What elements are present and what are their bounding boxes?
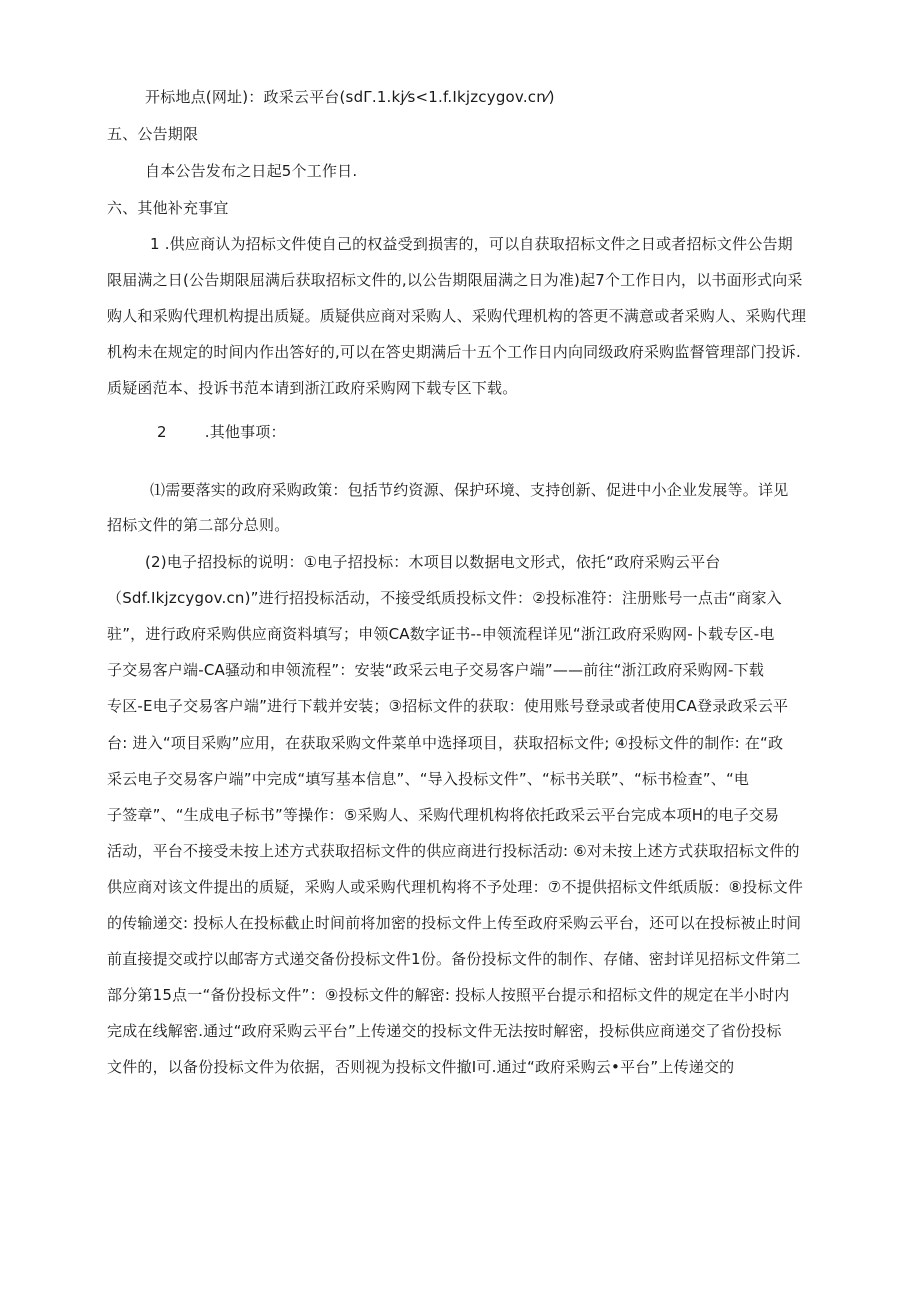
section5-heading: 五、公告期限 <box>107 125 199 143</box>
sub2-line: 完成在线解密.通过“政府采购云平台”上传递交的投标文件无法按时解密，投标供应商递交了省份投标 <box>107 1022 782 1040</box>
item1-line: 1 .供应商认为招标文件使自己的权益受到损害的，可以自获取招标文件之日或者招标文件公告期 <box>150 235 793 253</box>
sub2-line: 部分第15点一“备份投标文件”：⑨投标文件的解密: 投标人按照平台提示和招标文件的规定在半小时内 <box>107 986 790 1004</box>
section5-body: 自本公告发布之日起5个工作日. <box>145 162 358 180</box>
item1-line: 限届满之日(公告期限屈满后获取招标文件的,以公告期限届满之日为准)起7个工作日内，以书面形式向采 <box>107 271 803 289</box>
sub2-line: 采云电子交易客户端”中完成“填写基本信息”、“导入投标文件”、“标书关联”、“标书检查”、“电 <box>107 770 750 788</box>
item2-number: 2 <box>157 423 167 441</box>
item1-line: 购人和采购代理机构提出质疑。质疑供应商对采购人、采购代理机构的答更不满意或者采购人、采购代理 <box>107 307 807 325</box>
sub2-line: 活动，平台不接受未按上述方式获取招标文件的供应商进行投标活动: ⑥对未按上述方式获取招标文件的 <box>107 842 800 860</box>
item1-line: 机构未在规定的时间内作出答好的,可以在答史期满后十五个工作日内向同级政府采购监督管理部门投诉. <box>107 343 801 361</box>
sub2-line: 驻”，进行政府采购供应商资料填写；申领CA数字证书--申领流程详见“浙江政府采购网-卜载专区-电 <box>107 625 775 643</box>
sub2-line: 文件的，以备份投标文件为依据，否则视为投标文件撤I可.通过“政府采购云•平台”上传递交的 <box>107 1058 735 1076</box>
sub2-line: 子签章”、“生成电子标书”等操作：⑤采购人、采购代理机构将依托政采云平台完成本项H的电子交易 <box>107 806 780 824</box>
sub2-line: 的传输递交: 投标人在投标截止时间前将加密的投标文件上传至政府采购云平台，还可以在投标被止时间 <box>107 914 802 932</box>
section6-heading: 六、其他补充事宜 <box>107 199 229 217</box>
item1-line: 质疑函范本、投诉书范本请到浙江政府采购网下载专区下载。 <box>107 379 518 397</box>
sub2-line: 台: 进入“项目采购”应用，在获取采购文件菜单中选择项目，获取招标文件; ④投标文件的制作: 在“政 <box>107 734 784 752</box>
sub1-line: 招标文件的第二部分总则。 <box>107 516 290 534</box>
sub2-line: 子交易客户端-CA骚动和申领流程”：安装“政采云电子交易客户端”——前往“浙江政府采购网-下载 <box>107 661 765 679</box>
item2-heading <box>157 422 286 442</box>
item2-title: .其他事项： <box>204 423 286 441</box>
sub2-line: (2)电子招投标的说明：①电子招投标：木项目以数据电文形式，依托“政府采购云平台 <box>145 553 721 571</box>
sub1-line: ⑴需要落实的政府采购政策：包括节约资源、保护环境、支持创新、促进中小企业发展等。详见 <box>150 481 789 499</box>
sub2-line: 专区-E电子交易客户端”进行下载并安装；③招标文件的获取：使用账号登录或者使用CA登录政采云平 <box>107 697 789 715</box>
sub2-line: （Sdf.Ikjzcygov.cn)”进行招投标活动，不接受纸质投标文件：②投标准符：注册账号一点击“商家入 <box>107 589 782 607</box>
sub2-line: 供应商对该文件提出的质疑，采购人或采购代理机构将不予处理：⑦不提供招标文件纸质版：⑧投标文件 <box>107 878 804 896</box>
sub2-line: 前直接提交或拧以邮寄方式递交备份投标文件1份。备份投标文件的制作、存储、密封详见招标文件第二 <box>107 950 801 968</box>
venue-line: 开标地点(网址)：政采云平台(sdΓ.1.kj⁄s<1.f.Ikjzcygov.cn⁄) <box>145 88 555 106</box>
